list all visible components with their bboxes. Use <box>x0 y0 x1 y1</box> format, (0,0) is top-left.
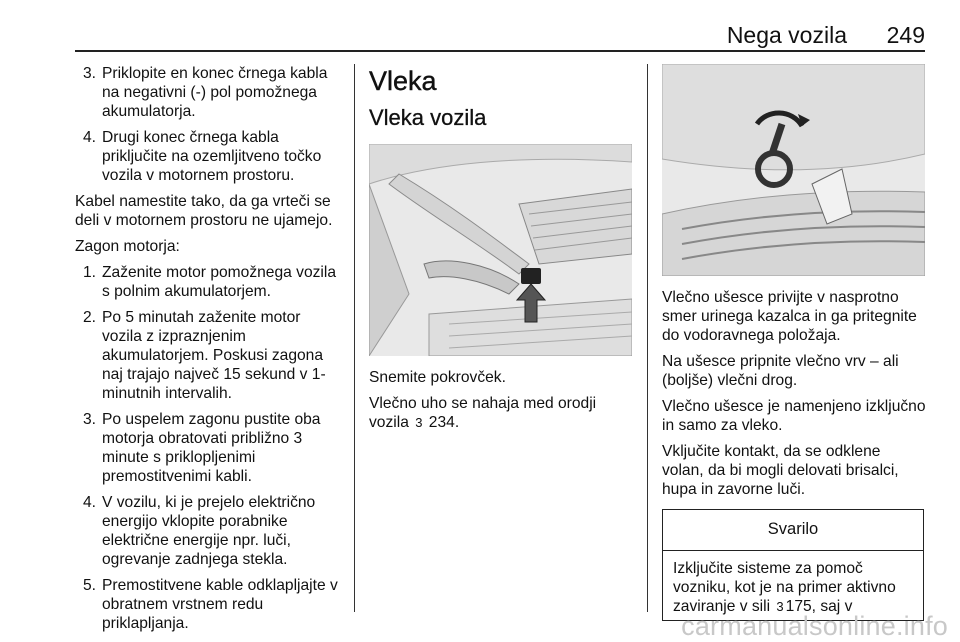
step-text: Zaženite motor pomožnega vozila s polnim akumulatorjem. <box>102 264 337 300</box>
subsection-heading: Vleka vozila <box>369 105 487 130</box>
list-item <box>75 263 343 301</box>
cable-note: Kabel namestite tako, da ga vrteči se deli v motornem prostoru ne ujamejo. <box>75 193 333 229</box>
section-heading: Vleka <box>369 66 437 96</box>
warning-title: Svarilo <box>663 510 923 551</box>
list-item <box>75 410 343 486</box>
list-item <box>75 576 343 633</box>
front-bumper-illustration <box>369 144 632 356</box>
caption-remove-cover: Snemite pokrovček. <box>369 369 506 386</box>
watermark: carmanualsonline.info <box>681 611 948 641</box>
step-text: V vozilu, ki je prejelo električno energijo vklopite porabnike električne energije npr. luči, ogrevanje zadnjega stekla. <box>102 494 316 568</box>
caption-text: Vlečno uho se nahaja med orodji vozila <box>369 395 597 431</box>
column-1 <box>75 64 343 640</box>
column-divider <box>354 64 355 612</box>
instruction-attach-rope: Na ušesce pripnite vlečno vrv – ali (boljše) vlečni drog. <box>662 353 899 389</box>
page-header <box>75 0 925 52</box>
step-number: 3. <box>82 411 96 428</box>
step-text: Po uspelem zagonu pustite oba motorja obratovati približno 3 minute s priklopljenimi premostitvenimi kabli. <box>102 411 321 485</box>
step-number: 4. <box>82 494 96 511</box>
page-ref-icon: 3 <box>415 415 423 430</box>
engine-start-intro: Zagon motorja: <box>75 238 180 255</box>
warning-body <box>663 551 923 616</box>
instruction-screw-in: Vlečno ušesce privijte v nasprotno smer urinega kazalca in ga pritegnite do vodoravnega položaja. <box>662 289 917 344</box>
list-item <box>75 308 343 403</box>
towing-eye-drawing <box>662 64 925 276</box>
list-item <box>75 128 343 185</box>
warning-text: Izključite sisteme za pomoč vozniku, kot je na primer aktivno zaviranje v sili <box>673 560 896 615</box>
section-title: Nega vozila <box>726 22 847 48</box>
step-number: 2. <box>82 309 96 326</box>
page-ref-number: 234. <box>428 414 460 431</box>
warning-box <box>662 509 924 621</box>
caption-towing-eye-location <box>369 394 635 432</box>
page-number: 249 <box>886 22 925 48</box>
warning-ref: 175, saj v <box>785 598 853 615</box>
step-number: 1. <box>82 264 96 281</box>
instruction-towing-only: Vlečno ušesce je namenjeno izključno in samo za vleko. <box>662 398 926 434</box>
front-bumper-drawing <box>369 144 632 356</box>
list-item <box>75 64 343 121</box>
step-text: Priklopite en konec črnega kabla na negativni (-) pol pomožnega akumulatorja. <box>102 65 328 120</box>
step-text: Drugi konec črnega kabla priključite na ozemljitveno točko vozila v motornem prostoru. <box>102 129 322 184</box>
towing-eye-illustration <box>662 64 925 276</box>
step-number: 5. <box>82 577 96 594</box>
column-3 <box>662 64 926 621</box>
steps-list-start <box>75 263 343 633</box>
instruction-ignition: Vključite kontakt, da se odklene volan, da bi mogli delovati brisalci, hupa in zavorne luči. <box>662 443 899 498</box>
page-ref-icon: 3 <box>776 599 784 614</box>
step-text: Po 5 minutah zaženite motor vozila z izpraznjenim akumulatorjem. Poskusi zagona naj trajajo največ 15 sekund v 1-minutnih intervalih. <box>102 309 326 402</box>
column-divider <box>647 64 648 612</box>
list-item <box>75 493 343 569</box>
steps-list-connect <box>75 64 343 185</box>
step-number: 4. <box>82 129 96 146</box>
column-2 <box>369 64 635 439</box>
step-number: 3. <box>82 65 96 82</box>
step-text: Premostitvene kable odklapljajte v obratnem vrstnem redu priklapljanja. <box>102 577 338 632</box>
